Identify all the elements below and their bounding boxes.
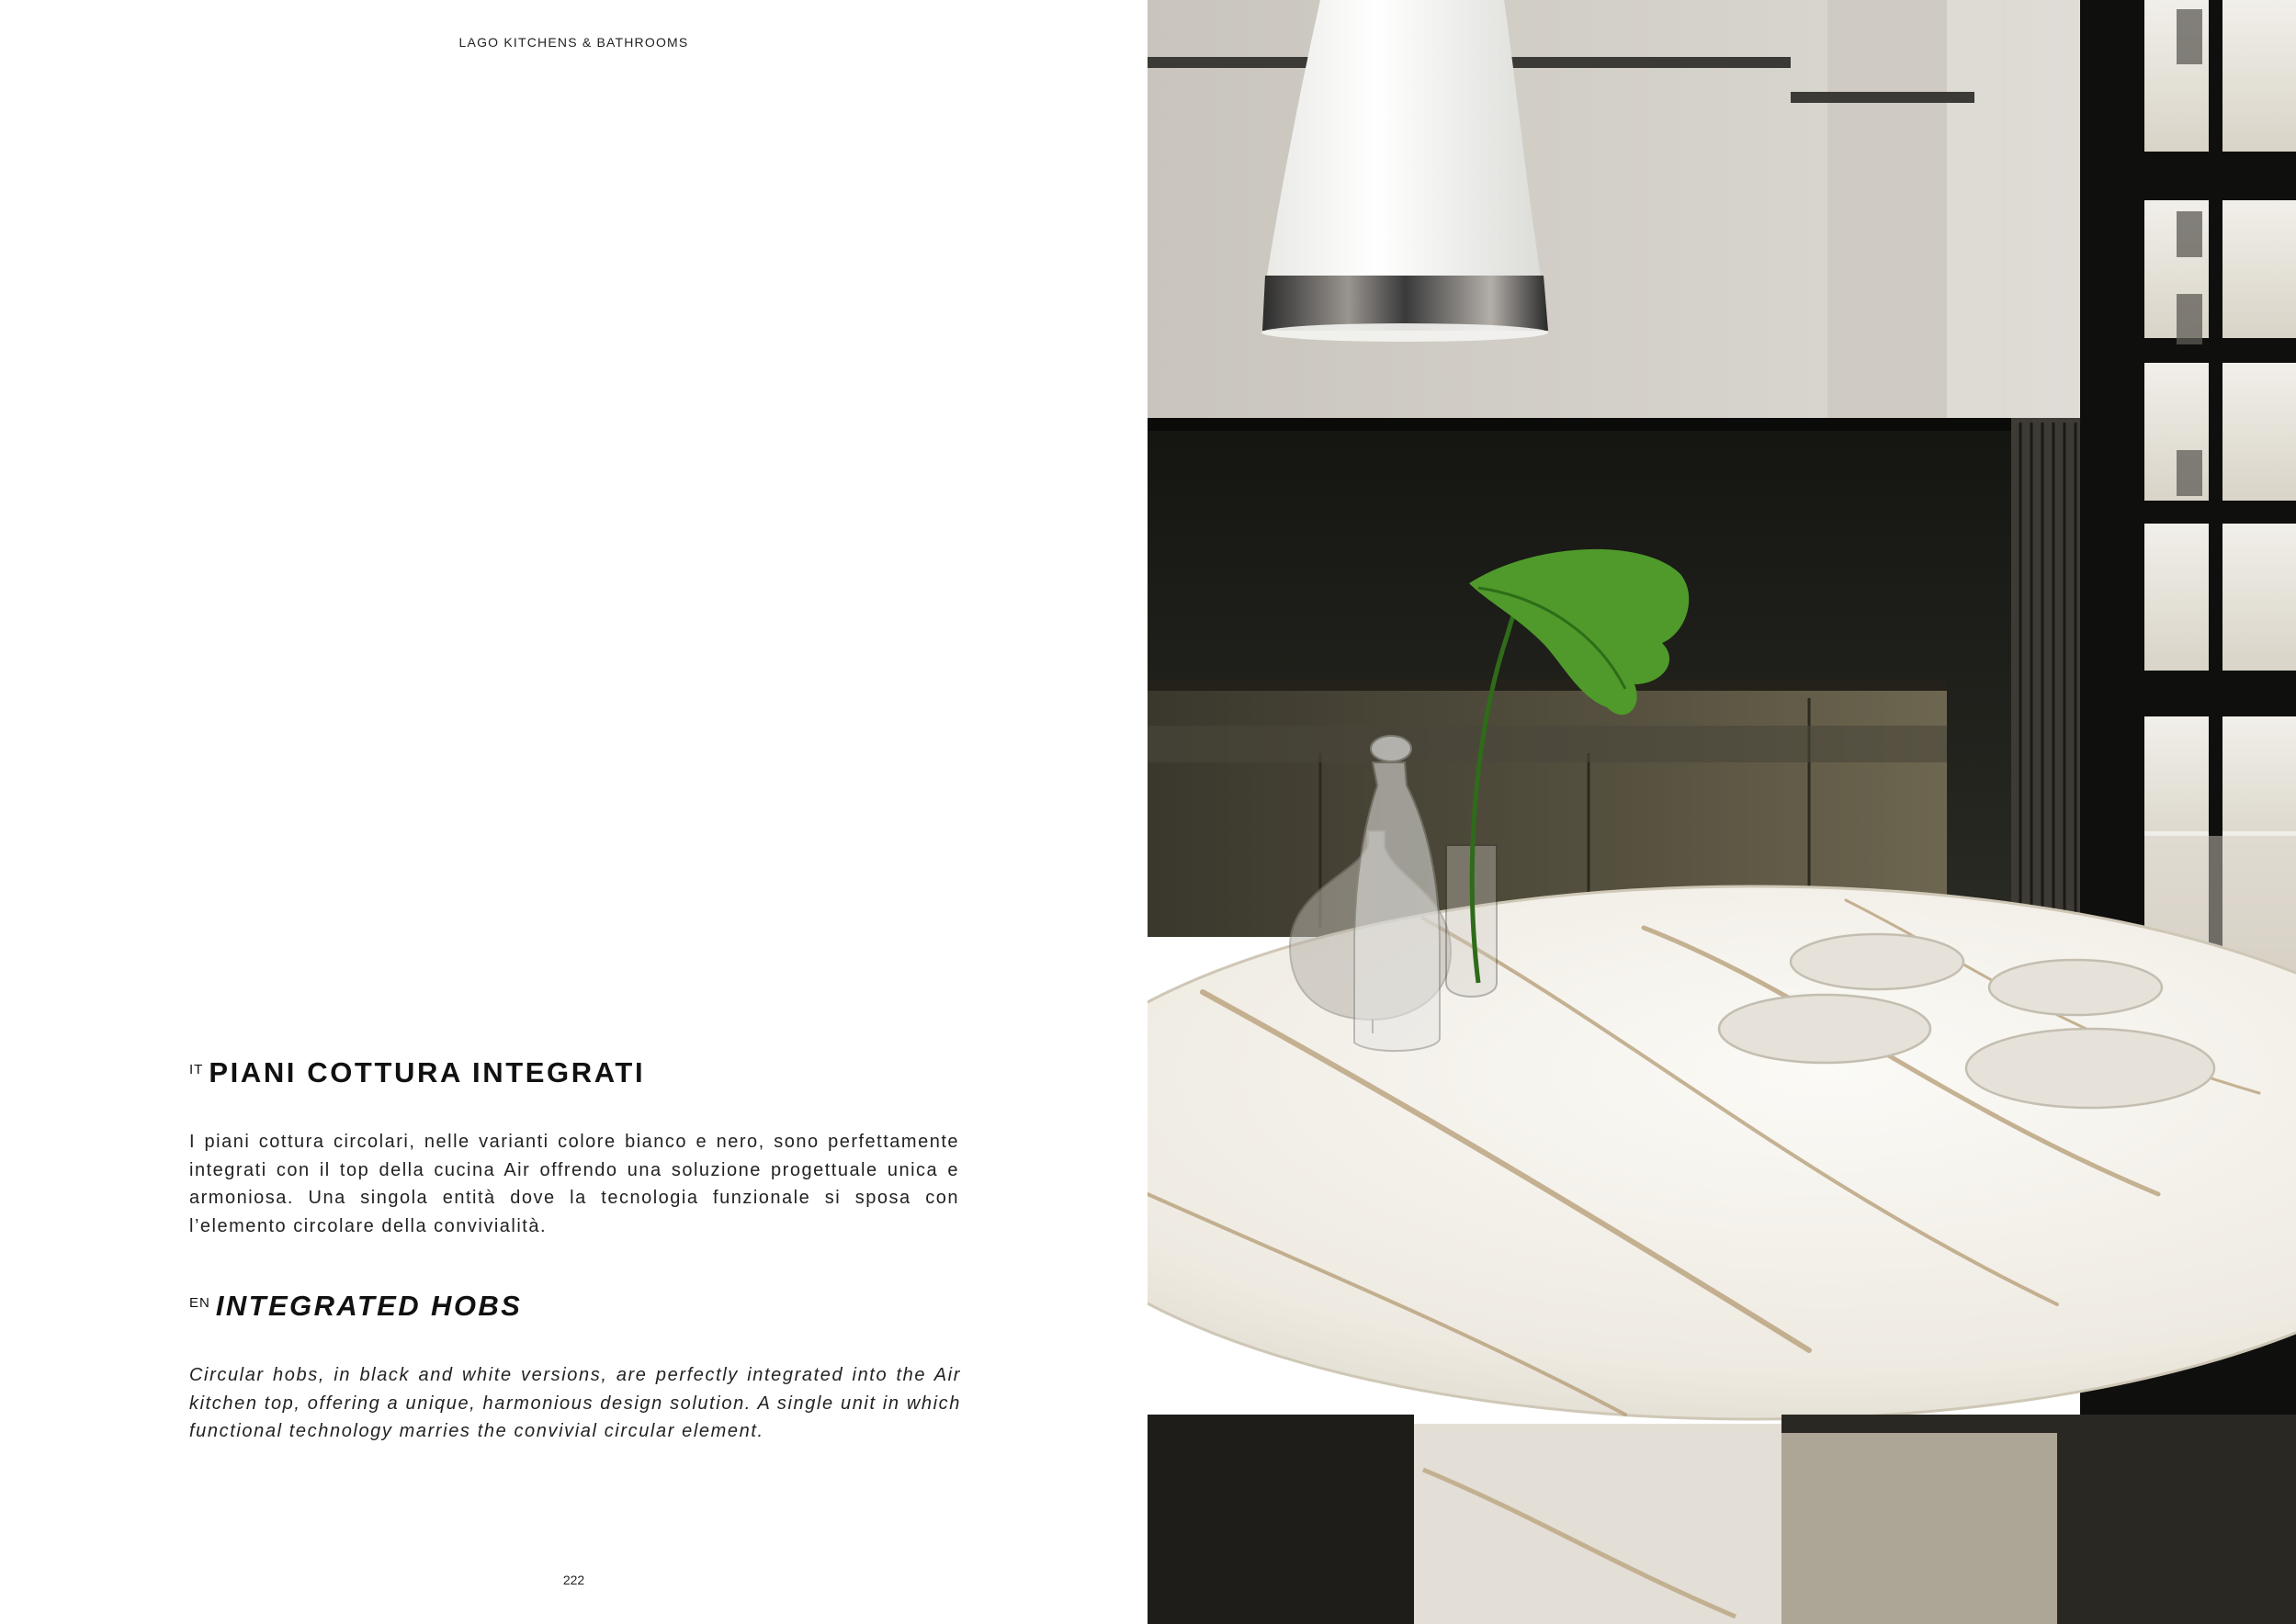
italian-title: PIANI COTTURA INTEGRATI — [209, 1056, 646, 1088]
kitchen-photo — [1148, 0, 2296, 1624]
lang-tag-it: IT — [189, 1062, 204, 1077]
lang-tag-en: EN — [189, 1295, 210, 1311]
running-title: LAGO KITCHENS & BATHROOMS — [458, 35, 689, 50]
italian-heading — [189, 1056, 645, 1089]
kitchen-illustration — [1148, 0, 2296, 1624]
english-body: Circular hobs, in black and white versions, are perfectly integrated into the Air kitchen top, offering a unique, harmonious design solution. A single unit in which functional technology marries the convivial circular element. — [189, 1365, 961, 1441]
english-title: INTEGRATED HOBS — [215, 1290, 523, 1322]
italian-body: I piani cottura circolari, nelle varianti colore bianco e nero, sono perfettamente integrati con il top della cucina Air offrendo una soluzione progettuale unica e armoniosa. Una singola entità dove la tecnologia funzionale si sposa con l’elemento circolare della convivialità. — [189, 1132, 959, 1236]
page-number: 222 — [562, 1573, 585, 1587]
english-heading — [189, 1290, 522, 1323]
